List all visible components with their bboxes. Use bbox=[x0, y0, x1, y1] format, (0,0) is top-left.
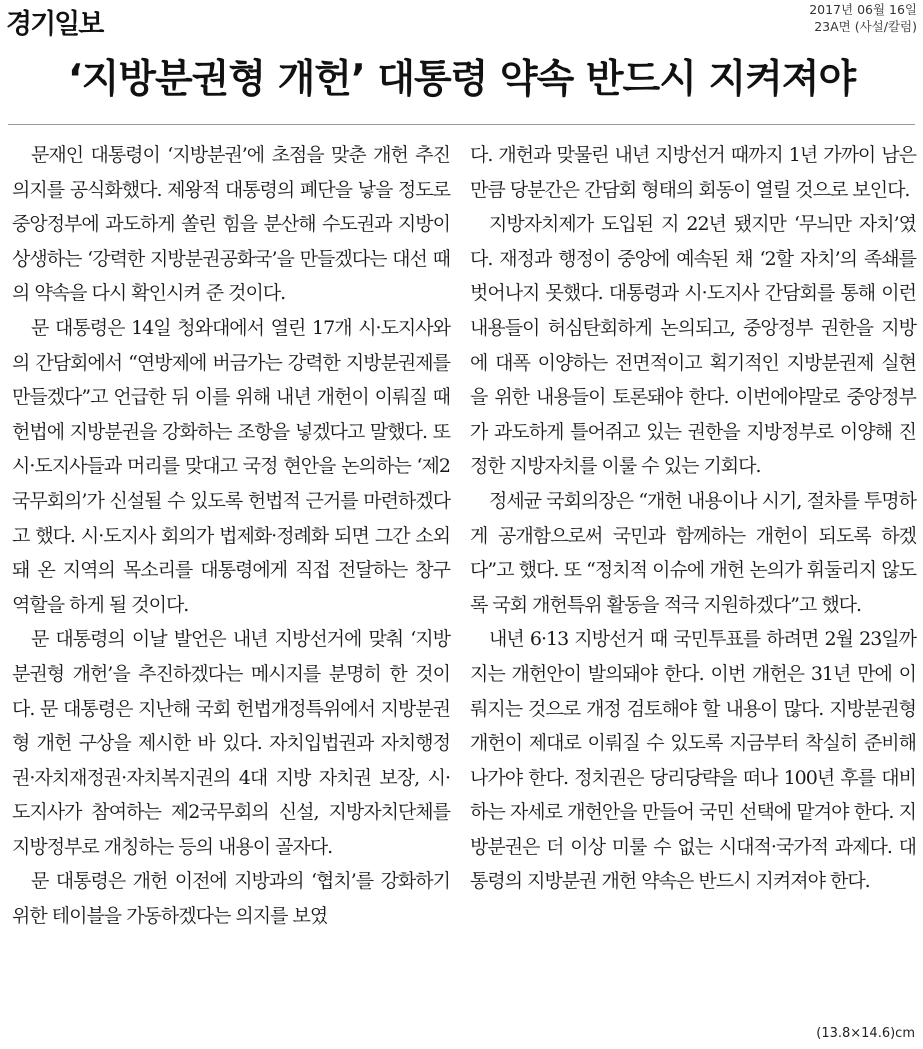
article-paragraph: 문 대통령의 이날 발언은 내년 지방선거에 맞춰 ‘지방분권형 개헌’을 추진하겠다는 메시지를 분명히 한 것이다. 문 대통령은 지난해 국회 헌법개정특위에서 지방분권형 개헌 구상을 제시한 바 있다. 자치입법권과 자치행정권·자치재정권·자치복지권의 4대 지방 자치권 보장, 시·도지사가 참여하는 제2국무회의 신설, 지방자치단체를 지방정부로 개칭하는 등의 내용이 골자다. bbox=[12, 628, 450, 858]
newspaper-masthead: 경기일보 bbox=[6, 9, 103, 40]
article-headline: ‘지방분권형 개헌’ 대통령 약속 반드시 지켜져야 bbox=[67, 57, 856, 102]
clipping-size-note: (13.8×14.6)cm bbox=[816, 1026, 915, 1041]
article-paragraph: 문 대통령은 개헌 이전에 지방과의 ‘협치’를 강화하기 위한 테이블을 가동하겠다는 의지를 보였 bbox=[12, 870, 450, 928]
headline-divider bbox=[8, 124, 915, 125]
article-paragraph: 정세균 국회의장은 “개헌 내용이나 시기, 절차를 투명하게 공개함으로써 국민과 함께하는 개헌이 되도록 하겠다”고 했다. 또 “정치적 이슈에 개헌 논의가 휘둘리지 않도록 국회 개헌특위 활동을 적극 지원하겠다”고 했다. bbox=[470, 489, 916, 616]
article-paragraph: 문 대통령은 14일 청와대에서 열린 17개 시·도지사와의 간담회에서 “연방제에 버금가는 강력한 지방분권제를 만들겠다”고 언급한 뒤 이를 위해 내년 개헌이 이뤄질 때 헌법에 지방분권을 강화하는 조항을 넣겠다고 말했다. 또 시·도지사들과 머리를 맞대고 국정 현안을 논의하는 ‘제2국무회의’가 신설될 수 있도록 헌법적 근거를 마련하겠다고 했다. 시·도지사 회의가 법제화·정례화 되면 그간 소외돼 온 지역의 목소리를 대통령에게 직접 전달하는 창구 역할을 하게 될 것이다. bbox=[12, 316, 450, 616]
article-paragraph: 내년 6·13 지방선거 때 국민투표를 하려면 2월 23일까지는 개헌안이 발의돼야 한다. 이번 개헌은 31년 만에 이뤄지는 것으로 개정 검토해야 할 내용이 많다. 지방분권형 개헌이 제대로 이뤄질 수 있도록 지금부터 착실히 준비해 나가야 한다. 정치권은 당리당략을 떠나 100년 후를 대비하는 자세로 개헌안을 만들어 국민 선택에 맡겨야 한다. 지방분권은 더 이상 미룰 수 없는 시대적·국가적 과제다. 대통령의 지방분권 개헌 약속은 반드시 지켜져야 한다. bbox=[470, 628, 916, 893]
article-column-right bbox=[470, 138, 916, 899]
article-column-left bbox=[12, 138, 450, 934]
page-section: 23A면 (사설/칼럼) bbox=[814, 19, 917, 34]
article-paragraph-continued: 다. 개헌과 맞물린 내년 지방선거 때까지 1년 가까이 남은 만큼 당분간은 간담회 형태의 회동이 열릴 것으로 보인다. bbox=[470, 144, 916, 201]
article-paragraph: 지방자치제가 도입된 지 22년 됐지만 ‘무늬만 자치’였다. 재정과 행정이 중앙에 예속된 채 ‘2할 자치’의 족쇄를 벗어나지 못했다. 대통령과 시·도지사 간담회를 통해 이런 내용들이 허심탄회하게 논의되고, 중앙정부 권한을 지방에 대폭 이양하는 전면적이고 획기적인 지방분권제 실현을 위한 내용들이 토론돼야 한다. 이번에야말로 중앙정부가 과도하게 틀어쥐고 있는 권한을 지방정부로 이양해 진정한 지방자치를 이룰 수 있는 기회다. bbox=[470, 213, 916, 478]
publication-meta bbox=[809, 1, 917, 35]
publication-date: 2017년 06월 16일 bbox=[809, 2, 917, 17]
article-paragraph: 문재인 대통령이 ‘지방분권’에 초점을 맞춘 개헌 추진 의지를 공식화했다. 제왕적 대통령의 폐단을 낳을 정도로 중앙정부에 과도하게 쏠린 힘을 분산해 수도권과 지방이 상생하는 ‘강력한 지방분권공화국’을 만들겠다는 대선 때의 약속을 다시 확인시켜 준 것이다. bbox=[12, 144, 450, 305]
